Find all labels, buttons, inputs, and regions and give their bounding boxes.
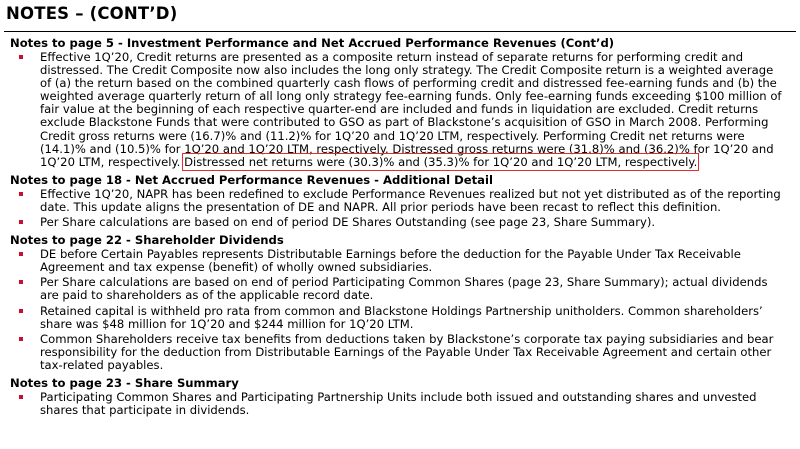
bullet-square-icon (19, 55, 23, 59)
list-item (10, 391, 786, 417)
section-title: Notes to page 5 - Investment Performance and Net Accrued Performance Revenues (Cont’d) (10, 36, 615, 50)
list-item (10, 188, 786, 214)
title-rule (4, 31, 796, 32)
bullet-square-icon (19, 252, 23, 256)
bullet-square-icon (19, 220, 23, 224)
highlighted-text: Distressed net returns were (30.3)% and (35.3)% for 1Q’20 and 1Q’20 LTM, respectively. (184, 154, 698, 169)
section-page-5 (10, 37, 786, 169)
bullet-text: Common Shareholders receive tax benefits from deductions taken by Blackstone’s corporate tax paying subsidiaries and bear responsibility for the deduction from Distributable Earnings of the Payable Under Tax Receivable Agreement and certain other tax-related payables. (40, 331, 774, 372)
list-item (10, 276, 786, 302)
section-title: Notes to page 22 - Shareholder Dividends (10, 233, 284, 248)
list-item (10, 333, 786, 372)
bullet-text: Effective 1Q’20, Credit returns are presented as a composite return instead of separate returns for performing credit and distressed. The Credit Composite now also includes the long only strategy. The Credit Composite return is a weighted average of (a) the return based on the combined quarterly cash flows of performing credit and distressed fee-earning funds and (b) the weighted average quarterly return of all long only strategy fee-earning funds. Only fee-earning funds exceeding $100 million of fair value at the beginning of each respective quarter-end are included and funds in liquidation are excluded. Credit returns exclude Blackstone Funds that were contributed to GSO as part of Blackstone’s acquisition of GSO in March 2008. Performing Credit gross returns were (16.7)% and (11.2)% for 1Q’20 and 1Q’20 LTM, respectively. Performing Credit net returns were (14.1)% and (10.5)% for 1Q’20 and 1Q’20 LTM, respectively. Distressed gross returns were (31.8)% and (36.2)% for 1Q’20 and 1Q’20 LTM, respectively. (40, 50, 782, 169)
bullet-square-icon (19, 395, 23, 399)
bullet-text: Participating Common Shares and Participating Partnership Units include both issued and outstanding shares and unvested shares that participate in dividends. (40, 389, 757, 418)
list-item (10, 248, 786, 274)
bullet-text: DE before Certain Payables represents Distributable Earnings before the deduction for the Payable Under Tax Receivable Agreement and tax expense (benefit) of wholly owned subsidiaries. (40, 247, 741, 275)
list-item (10, 51, 786, 169)
list-item (10, 305, 786, 331)
bullet-text: Per Share calculations are based on end of period DE Shares Outstanding (see page 23, Share Summary). (40, 215, 656, 230)
page-title: NOTES – (CONT’D) (6, 4, 178, 23)
bullet-square-icon (19, 309, 23, 313)
list-item (10, 216, 786, 229)
section-page-18 (10, 174, 786, 229)
section-page-22 (10, 234, 786, 372)
notes-content (10, 37, 786, 422)
bullet-square-icon (19, 280, 23, 284)
bullet-square-icon (19, 337, 23, 341)
bullet-text: Retained capital is withheld pro rata from common and Blackstone Holdings Partnership unitholders. Common shareholders’ share was $48 million for 1Q’20 and $244 million for 1Q’20 LTM. (40, 303, 763, 331)
bullet-square-icon (19, 192, 23, 196)
bullet-text: Per Share calculations are based on end of period Participating Common Shares (page 23, Share Summary); actual dividends are paid to shareholders as of the applicable record date. (40, 275, 768, 303)
bullet-text: Effective 1Q’20, NAPR has been redefined to exclude Performance Revenues realized but not yet distributed as of the reporting date. This update aligns the presentation of DE and NAPR. All prior periods have been recast to reflect this definition. (40, 186, 781, 214)
section-title: Notes to page 18 - Net Accrued Performance Revenues - Additional Detail (10, 172, 493, 187)
section-title: Notes to page 23 - Share Summary (10, 375, 239, 390)
section-page-23 (10, 377, 786, 417)
